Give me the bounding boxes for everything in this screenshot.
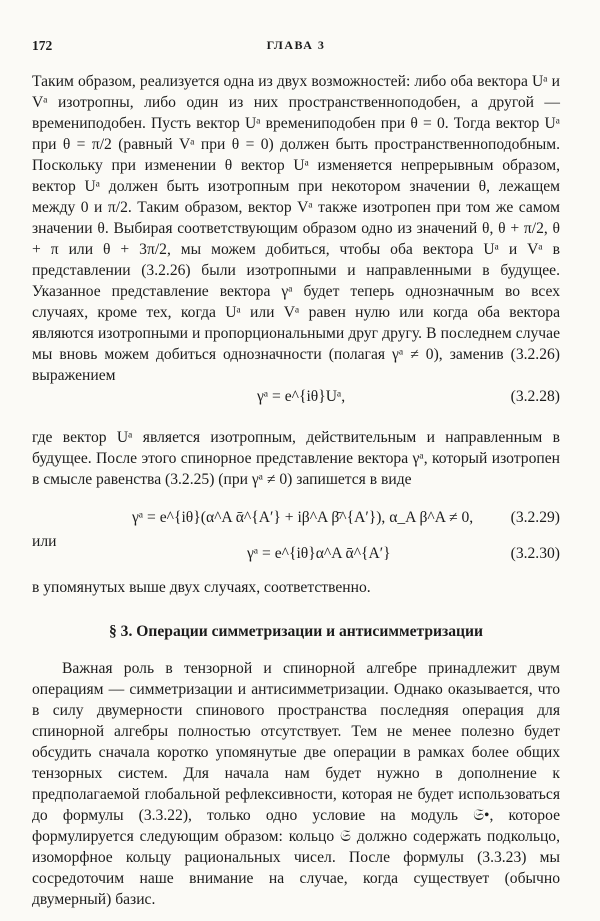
equation-formula: γᵃ = e^{iθ}Uᵃ, (257, 388, 346, 405)
equation-3-2-30 (32, 543, 560, 565)
equation-number: (3.2.29) (510, 509, 560, 526)
equation-number: (3.2.28) (510, 388, 560, 405)
running-header (32, 38, 560, 58)
chapter-title: ГЛАВА 3 (266, 38, 326, 52)
paragraph-1: Таким образом, реализуется одна из двух возможностей: либо оба вектора Uᵃ и Vᵃ изотропны, либо один из них пространственноподобен, а другой — времениподобен. Пусть вектор Uᵃ времениподобен при θ = 0. Тогда вектор Uᵃ при θ = π/2 (равный Vᵃ при θ = 0) должен быть пространственноподобным. Поскольку при изменении θ вектор Uᵃ изменяется непрерывным образом, вектор Uᵃ должен быть изотропным при некотором значении θ, лежащем между 0 и π/2. Таким образом, вектор Vᵃ также изотропен при том же самом значении θ. Выбирая соответствующим образом одно из значений θ, θ + π/2, θ + π или θ + 3π/2, мы можем добиться, чтобы оба вектора Uᵃ и Vᵃ в представлении (3.2.26) были изотропными и направленными в будущее. Указанное представление вектора γᵃ будет теперь однозначным во всех случаях, кроме тех, когда Uᵃ или Vᵃ равен нулю или когда оба вектора являются изотропными и пропорциональными друг другу. В последнем случае мы вновь можем добиться однозначности (полагая γᵃ ≠ 0), заменив (3.2.26) выражением (32, 73, 560, 384)
page-number: 172 (32, 38, 53, 53)
paragraph-3: в упомянутых выше двух случаях, соответственно. (32, 579, 371, 596)
paragraph-2: где вектор Uᵃ является изотропным, действительным и направленным в будущее. После этого спинорное представление вектора γᵃ, который изотропен в смысле равенства (3.2.25) (при γᵃ ≠ 0) запишется в виде (32, 429, 560, 488)
paragraph-4: Важная роль в тензорной и спинорной алгебре принадлежит двум операциям — симметризации и антисимметризации. Однако оказывается, что в силу двумерности спинового пространства последняя операция для спинорной алгебры полностью отсутствует. Тем не менее полезно будет обсудить сначала коротко упомянутые две операции в рамках более общих тензорных систем. Для начала нам будет нужно в дополнение к предполагаемой глобальной рефлексивности, которая не будет использоваться до формулы (3.3.22), только одно условие на модуль 𝔖•, которое формулируется следующим образом: кольцо 𝔖 должно содержать подкольцо, изоморфное кольцу рациональных чисел. После формулы (3.3.23) мы сосредоточим наше внимание на случае, когда существует (обычно двумерный) базис. (32, 660, 560, 908)
section-heading: § 3. Операции симметризации и антисимметризации (108, 623, 484, 640)
equation-formula: γᵃ = e^{iθ}α^A ᾱ^{A′} (247, 545, 391, 562)
equation-number: (3.2.30) (510, 545, 560, 562)
conjunction-or: или (32, 533, 57, 550)
equation-3-2-28 (32, 386, 560, 408)
equation-3-2-29 (32, 507, 560, 529)
equation-formula: γᵃ = e^{iθ}(α^A ᾱ^{A′} + iβ^A β̄^{A′}), α_A β^A ≠ 0, (132, 509, 474, 526)
